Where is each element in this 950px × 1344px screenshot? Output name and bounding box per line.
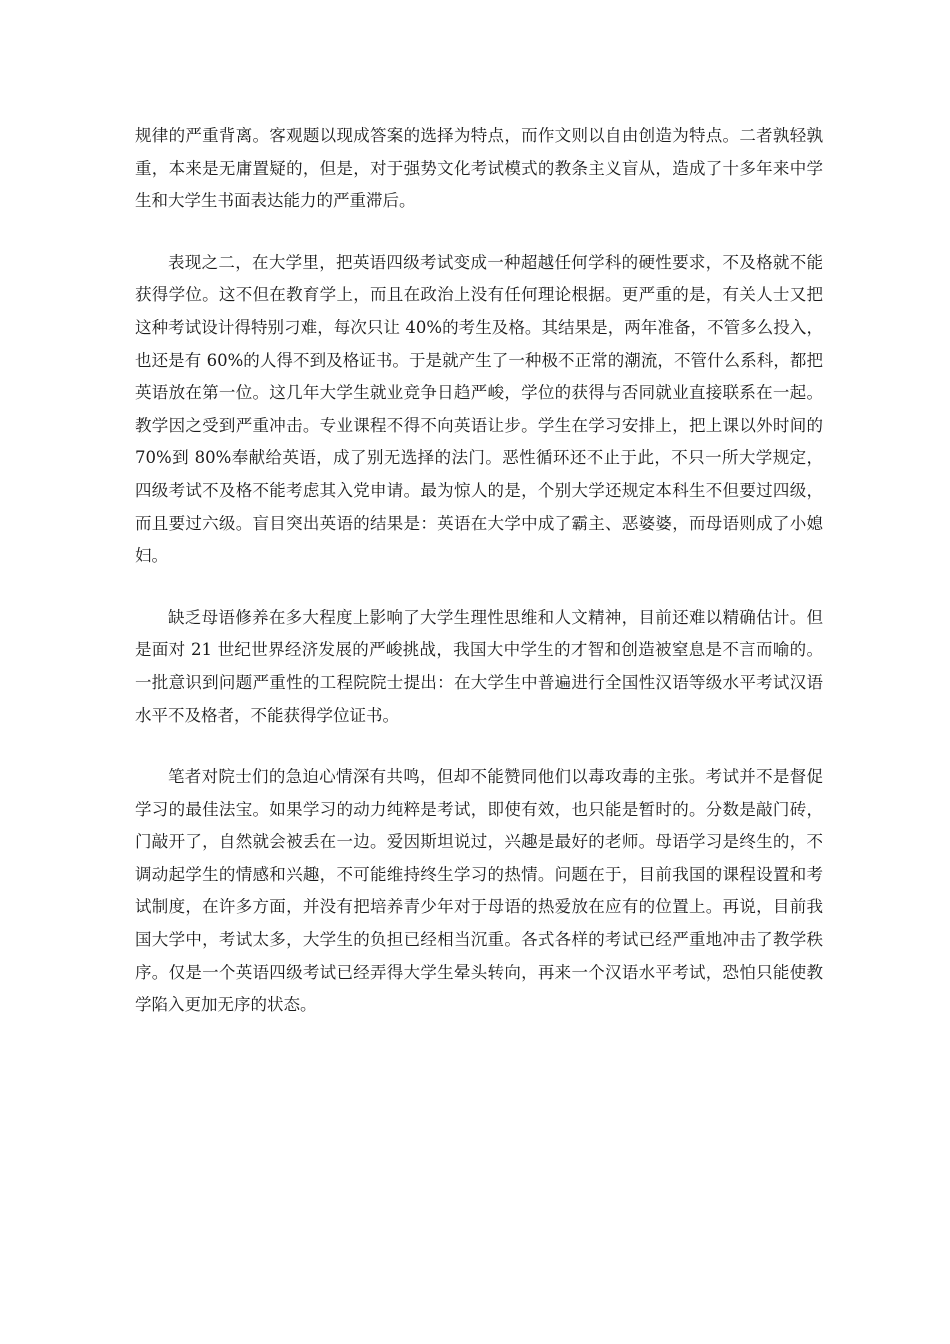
- paragraph-3: 缺乏母语修养在多大程度上影响了大学生理性思维和人文精神，目前还难以精确估计。但是面对 21 世纪世界经济发展的严峻挑战，我国大中学生的才智和创造被窒息是不言而喻的。一批意识到问题严重性的工程院院士提出：在大学生中普遍进行全国性汉语等级水平考试汉语水平不及格者，不能获得学位证书。: [135, 607, 823, 725]
- document-body: [135, 120, 823, 1051]
- paragraph-2: 表现之二，在大学里，把英语四级考试变成一种超越任何学科的硬性要求，不及格就不能获得学位。这不但在教育学上，而且在政治上没有任何理论根据。更严重的是，有关人士又把这种考试设计得特别刁难，每次只让 40%的考生及格。其结果是，两年准备，不管多么投入，也还是有 60%的人得不到及格证书。于是就产生了一种极不正常的潮流，不管什么系科，都把英语放在第一位。这几年大学生就业竞争日趋严峻，学位的获得与否同就业直接联系在一起。教学因之受到严重冲击。专业课程不得不向英语让步。学生在学习安排上，把上课以外时间的 70%到 80%奉献给英语，成了别无选择的法门。恶性循环还不止于此，不只一所大学规定，四级考试不及格不能考虑其入党申请。最为惊人的是，个别大学还规定本科生不但要过四级，而且要过六级。盲目突出英语的结果是：英语在大学中成了霸主、恶婆婆，而母语则成了小媳妇。: [135, 252, 823, 566]
- paragraph-1: 规律的严重背离。客观题以现成答案的选择为特点，而作文则以自由创造为特点。二者孰轻孰重，本来是无庸置疑的，但是，对于强势文化考试模式的教条主义盲从，造成了十多年来中学生和大学生书面表达能力的严重滞后。: [135, 126, 823, 211]
- paragraph-4: 笔者对院士们的急迫心情深有共鸣，但却不能赞同他们以毒攻毒的主张。考试并不是督促学习的最佳法宝。如果学习的动力纯粹是考试，即使有效，也只能是暂时的。分数是敲门砖，门敲开了，自然就会被丢在一边。爱因斯坦说过，兴趣是最好的老师。母语学习是终生的，不调动起学生的情感和兴趣，不可能维持终生学习的热情。问题在于，目前我国的课程设置和考试制度，在许多方面，并没有把培养青少年对于母语的热爱放在应有的位置上。再说，目前我国大学中，考试太多，大学生的负担已经相当沉重。各式各样的考试已经严重地冲击了教学秩序。仅是一个英语四级考试已经弄得大学生晕头转向，再来一个汉语水平考试，恐怕只能使教学陷入更加无序的状态。: [135, 767, 823, 1015]
